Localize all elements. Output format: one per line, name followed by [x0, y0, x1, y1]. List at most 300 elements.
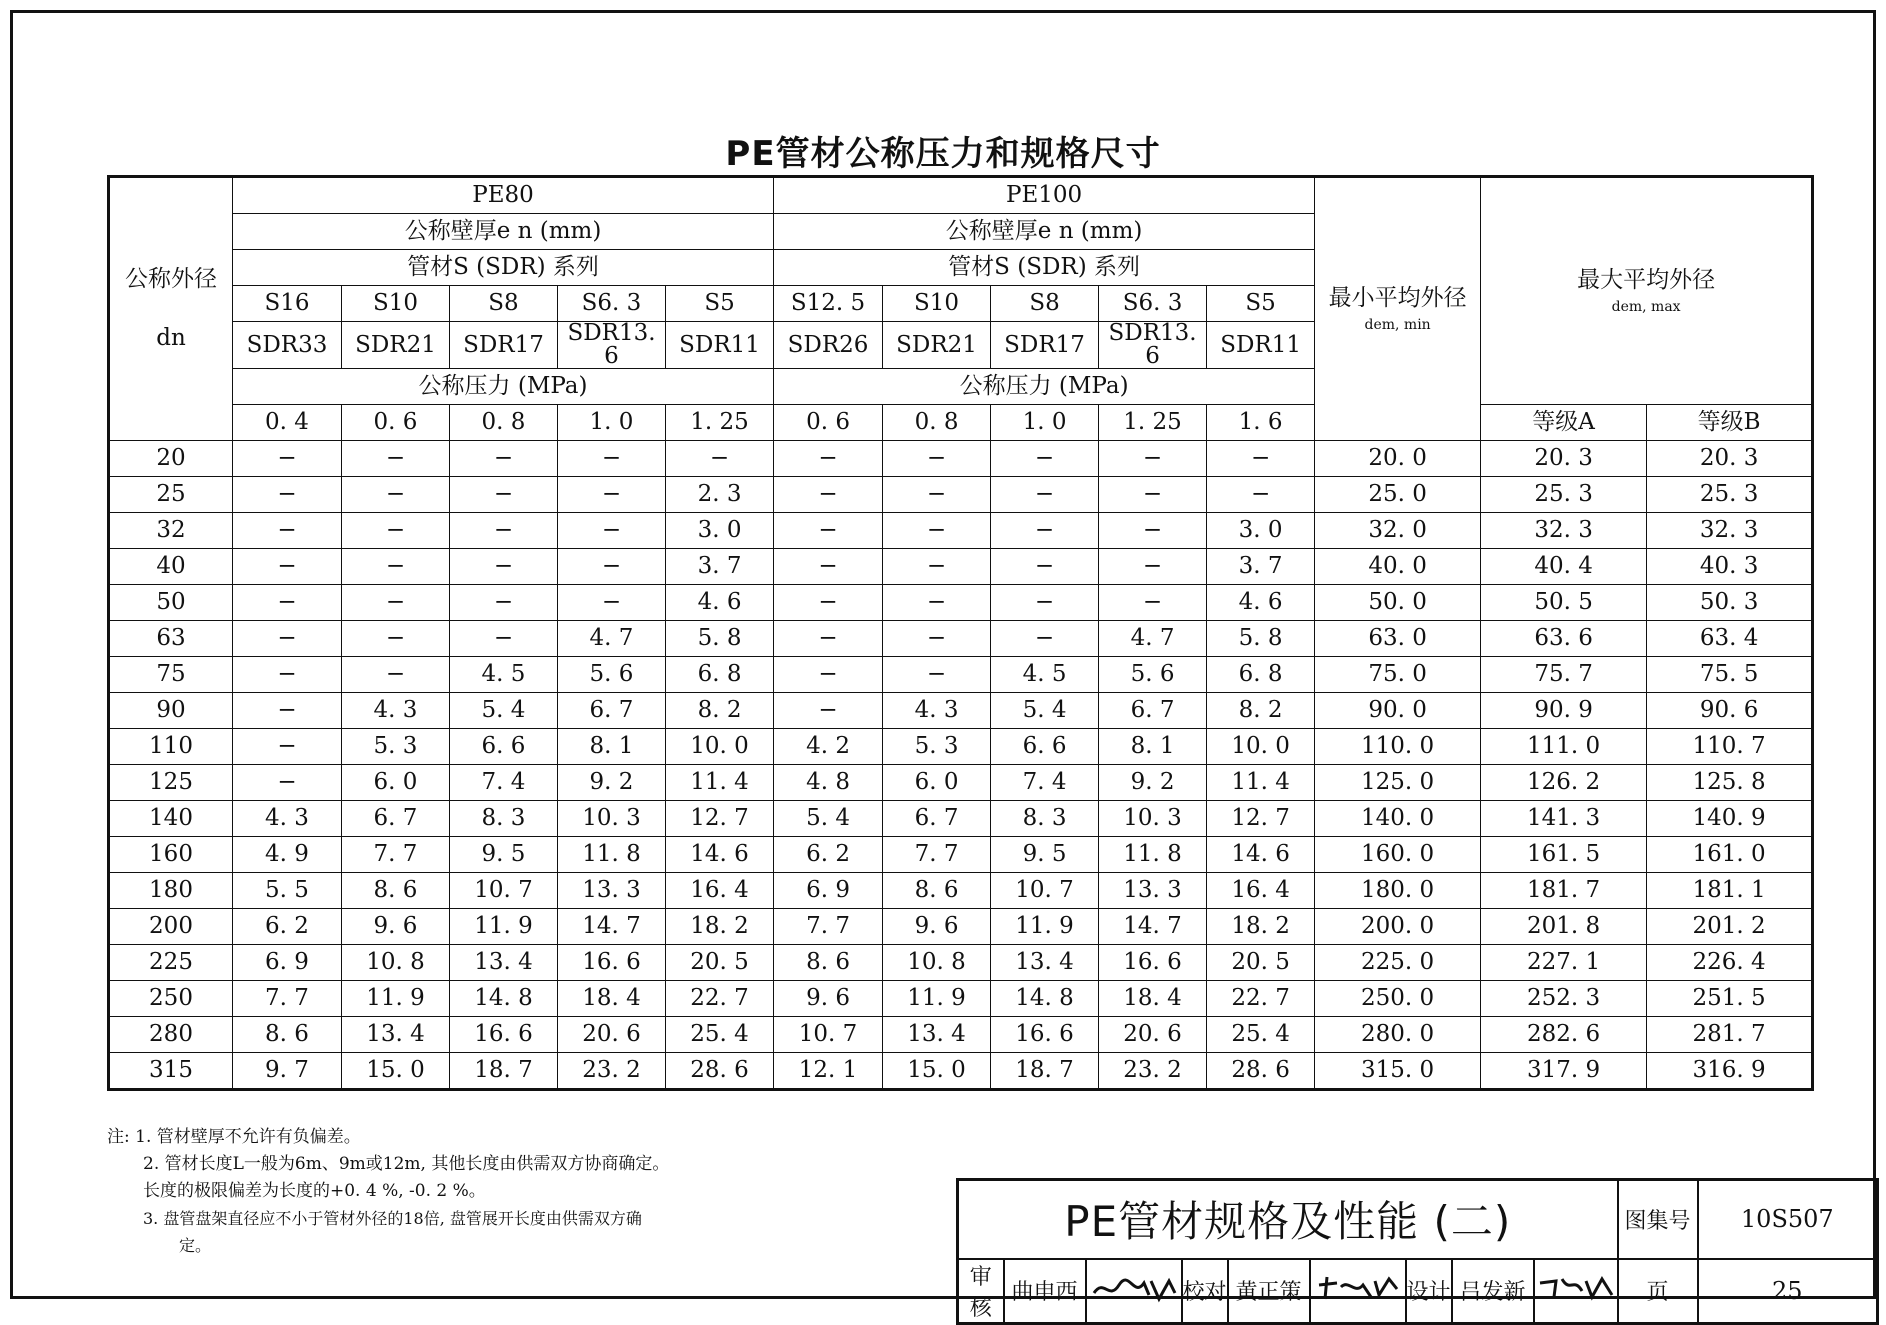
pe80-pressure-cell: 1. 0 [558, 405, 666, 441]
pe80-thickness-cell: − [342, 477, 450, 513]
pe100-thickness-cell: 3. 0 [1207, 513, 1315, 549]
pe80-thickness-cell: 4. 9 [233, 837, 342, 873]
pe80-thickness-cell: − [233, 549, 342, 585]
pe100-thickness-cell: 23. 2 [1099, 1053, 1207, 1090]
pe100-thickness-cell: 5. 8 [1207, 621, 1315, 657]
pe100-thickness-cell: 25. 4 [1207, 1017, 1315, 1053]
spec-table [107, 175, 1814, 1091]
table-title: PE管材公称压力和规格尺寸 [725, 134, 1161, 174]
pe80-thickness-cell: − [233, 477, 342, 513]
min-diameter-cell: 63. 0 [1315, 621, 1481, 657]
min-diameter-cell: 90. 0 [1315, 693, 1481, 729]
atlas-label: 图集号 [1618, 1180, 1698, 1259]
pe80-thickness-cell: 6. 7 [342, 801, 450, 837]
min-diameter-cell: 315. 0 [1315, 1053, 1481, 1090]
pe100-thickness-cell: 18. 4 [1099, 981, 1207, 1017]
pe100-thickness-cell: − [991, 441, 1099, 477]
grade-a-cell: 227. 1 [1481, 945, 1647, 981]
pe80-thickness-cell: 8. 3 [450, 801, 558, 837]
pe100-thickness-cell: − [774, 657, 883, 693]
pe80-thickness-cell: 16. 6 [450, 1017, 558, 1053]
pe100-thickness-cell: 20. 6 [1099, 1017, 1207, 1053]
pe80-pressure-cell: 1. 25 [666, 405, 774, 441]
pe100-s-cell: S8 [991, 286, 1099, 322]
pe80-thickness-cell: 9. 5 [450, 837, 558, 873]
grade-b-cell: 25. 3 [1647, 477, 1813, 513]
pe80-thickness-cell: 14. 6 [666, 837, 774, 873]
notes [107, 1124, 867, 1259]
grade-b-cell: 125. 8 [1647, 765, 1813, 801]
pe80-thickness-cell: 7. 4 [450, 765, 558, 801]
pe100-thickness-cell: − [1099, 549, 1207, 585]
pe80-thickness-cell: − [666, 441, 774, 477]
table-row [109, 945, 1813, 981]
grade-b-cell: 40. 3 [1647, 549, 1813, 585]
min-diameter-header [1315, 177, 1481, 441]
pe100-sdr-cell: SDR11 [1207, 322, 1315, 369]
min-diameter-cell: 125. 0 [1315, 765, 1481, 801]
table-row [109, 585, 1813, 621]
dn-cell: 200 [109, 909, 233, 945]
pe100-thickness-cell: 20. 5 [1207, 945, 1315, 981]
pe100-thickness-cell: 8. 6 [883, 873, 991, 909]
pe80-thickness-cell: − [450, 477, 558, 513]
drawing-title: PE管材规格及性能 (二) [958, 1180, 1618, 1259]
pe100-s-cell: S6. 3 [1099, 286, 1207, 322]
pe80-pressure-cell: 0. 6 [342, 405, 450, 441]
dn-cell: 63 [109, 621, 233, 657]
pe100-thickness-cell: − [1207, 441, 1315, 477]
pe80-thickness-cell: − [342, 657, 450, 693]
table-row [109, 873, 1813, 909]
grade-b-cell: 140. 9 [1647, 801, 1813, 837]
dn-cell: 250 [109, 981, 233, 1017]
pe100-thickness-cell: 7. 4 [991, 765, 1099, 801]
grade-b-cell: 316. 9 [1647, 1053, 1813, 1090]
grade-b-cell: 90. 6 [1647, 693, 1813, 729]
check-signature-scribble [1313, 1273, 1403, 1303]
grade-a-cell: 252. 3 [1481, 981, 1647, 1017]
pe80-thickness-cell: 28. 6 [666, 1053, 774, 1090]
dn-cell: 225 [109, 945, 233, 981]
pe100-thickness-cell: 22. 7 [1207, 981, 1315, 1017]
pe80-header: PE80 [233, 177, 774, 214]
pe100-thickness-cell: 12. 1 [774, 1053, 883, 1090]
dn-label: 公称外径 [125, 266, 217, 292]
grade-a-cell: 90. 9 [1481, 693, 1647, 729]
pe80-thickness-cell: − [342, 621, 450, 657]
pe100-thickness-cell: 9. 6 [774, 981, 883, 1017]
table-row [109, 981, 1813, 1017]
pe100-thickness-cell: 4. 8 [774, 765, 883, 801]
pe100-thickness-cell: − [1099, 513, 1207, 549]
grade-b-cell: 181. 1 [1647, 873, 1813, 909]
min-diameter-cell: 75. 0 [1315, 657, 1481, 693]
pe80-thickness-cell: − [342, 585, 450, 621]
pe80-s-cell: S10 [342, 286, 450, 322]
pe80-thickness-cell: 10. 7 [450, 873, 558, 909]
pe80-thickness-cell: − [450, 549, 558, 585]
min-diameter-cell: 250. 0 [1315, 981, 1481, 1017]
dn-cell: 125 [109, 765, 233, 801]
pe80-thickness-cell: 13. 4 [450, 945, 558, 981]
review-name: 曲申西 [1004, 1259, 1086, 1324]
pe80-thickness-cell: 14. 7 [558, 909, 666, 945]
grade-a-cell: 201. 8 [1481, 909, 1647, 945]
grade-b-cell: 110. 7 [1647, 729, 1813, 765]
pe80-thickness-cell: 8. 1 [558, 729, 666, 765]
pe80-thickness-cell: 4. 7 [558, 621, 666, 657]
pe100-thickness-cell: 18. 7 [991, 1053, 1099, 1090]
note-2: 2. 管材长度L一般为6m、9m或12m, 其他长度由供需双方协商确定。 [143, 1154, 670, 1174]
pe80-thickness-cell: 10. 3 [558, 801, 666, 837]
pe100-thickness-cell: 12. 7 [1207, 801, 1315, 837]
pe80-thickness-cell: − [233, 657, 342, 693]
pe100-thickness-cell: 11. 9 [883, 981, 991, 1017]
grade-b-cell: 201. 2 [1647, 909, 1813, 945]
table-row [109, 513, 1813, 549]
pe80-thickness-cell: 4. 3 [342, 693, 450, 729]
check-name: 黄正策 [1228, 1259, 1310, 1324]
pe100-thickness-cell: 5. 4 [774, 801, 883, 837]
pe100-thickness-cell: 14. 8 [991, 981, 1099, 1017]
pe100-thickness-cell: − [883, 441, 991, 477]
pe100-thickness-cell: 13. 4 [991, 945, 1099, 981]
grade-b-cell: 161. 0 [1647, 837, 1813, 873]
pe80-s-cell: S8 [450, 286, 558, 322]
grade-b-cell: 226. 4 [1647, 945, 1813, 981]
pe80-thickness-cell: 18. 7 [450, 1053, 558, 1090]
pe100-thickness-cell: − [991, 585, 1099, 621]
grade-b-cell: 75. 5 [1647, 657, 1813, 693]
pe80-thickness-cell: − [233, 621, 342, 657]
pe80-thickness-cell: 18. 4 [558, 981, 666, 1017]
pe100-thickness-cell: 13. 4 [883, 1017, 991, 1053]
min-diameter-cell: 225. 0 [1315, 945, 1481, 981]
pe80-thickness-cell: − [233, 729, 342, 765]
pe100-thickness-cell: 7. 7 [883, 837, 991, 873]
min-diameter-cell: 110. 0 [1315, 729, 1481, 765]
min-diameter-cell: 140. 0 [1315, 801, 1481, 837]
min-diameter-cell: 40. 0 [1315, 549, 1481, 585]
pe100-thickness-cell: 4. 5 [991, 657, 1099, 693]
pe100-thickness-cell: 11. 9 [991, 909, 1099, 945]
pe100-s-cell: S5 [1207, 286, 1315, 322]
pe80-thickness-cell: − [450, 441, 558, 477]
dn-cell: 75 [109, 657, 233, 693]
check-label: 校对 [1182, 1259, 1228, 1324]
pe80-thickness-cell: 4. 3 [233, 801, 342, 837]
pe80-pressure-cell: 0. 4 [233, 405, 342, 441]
pe100-thickness-cell: 8. 3 [991, 801, 1099, 837]
pe80-series-label: 管材S (SDR) 系列 [233, 250, 774, 286]
dn-cell: 32 [109, 513, 233, 549]
pe100-series-label: 管材S (SDR) 系列 [774, 250, 1315, 286]
pe100-thickness-cell: − [774, 477, 883, 513]
pe100-sdr-cell: SDR13. 6 [1099, 322, 1207, 369]
pe100-thickness-cell: − [991, 621, 1099, 657]
pe80-s-cell: S16 [233, 286, 342, 322]
pe100-pressure-cell: 0. 6 [774, 405, 883, 441]
pe100-thickness-cell: 6. 2 [774, 837, 883, 873]
pe80-thickness-cell: 11. 8 [558, 837, 666, 873]
pe100-thickness-cell: 14. 7 [1099, 909, 1207, 945]
dn-cell: 140 [109, 801, 233, 837]
page-label: 页 [1618, 1259, 1698, 1324]
grade-a-cell: 141. 3 [1481, 801, 1647, 837]
pe100-thickness-cell: 6. 6 [991, 729, 1099, 765]
grade-b-cell: 32. 3 [1647, 513, 1813, 549]
pe80-thickness-cell: − [233, 765, 342, 801]
review-label: 审核 [958, 1259, 1004, 1324]
pe100-thickness-cell: 6. 8 [1207, 657, 1315, 693]
pe80-thickness-cell: − [450, 585, 558, 621]
pe80-thickness-cell: 13. 3 [558, 873, 666, 909]
pe100-thickness-cell: 7. 7 [774, 909, 883, 945]
pe80-thickness-cell: − [342, 441, 450, 477]
pe100-thickness-cell: 4. 6 [1207, 585, 1315, 621]
dn-cell: 180 [109, 873, 233, 909]
pe100-pressure-label: 公称压力 (MPa) [774, 369, 1315, 405]
pe80-thickness-cell: 6. 0 [342, 765, 450, 801]
pe80-thickness-cell: 15. 0 [342, 1053, 450, 1090]
title-block [956, 1178, 1879, 1325]
pe100-thickness-cell: 3. 7 [1207, 549, 1315, 585]
dn-cell: 20 [109, 441, 233, 477]
pe100-pressure-cell: 1. 0 [991, 405, 1099, 441]
pe80-s-cell: S5 [666, 286, 774, 322]
pe80-thickness-cell: − [233, 585, 342, 621]
pe80-thickness-cell: − [342, 549, 450, 585]
table-row [109, 1017, 1813, 1053]
note-3: 3. 盘管盘架直径应不小于管材外径的18倍, 盘管展开长度由供需双方确 [143, 1209, 642, 1228]
check-signature [1310, 1259, 1406, 1324]
pe80-thickness-cell: − [558, 477, 666, 513]
pe80-thickness-cell: 6. 9 [233, 945, 342, 981]
pe80-thickness-cell: 7. 7 [233, 981, 342, 1017]
pe100-thickness-cell: − [991, 513, 1099, 549]
pe80-thickness-cell: 5. 6 [558, 657, 666, 693]
min-diameter-cell: 50. 0 [1315, 585, 1481, 621]
pe100-thickness-cell: 5. 4 [991, 693, 1099, 729]
grade-a-cell: 40. 4 [1481, 549, 1647, 585]
pe80-thickness-cell: − [342, 513, 450, 549]
pe80-sdr-cell: SDR21 [342, 322, 450, 369]
review-signature [1086, 1259, 1182, 1324]
max-diameter-symbol: dem, max [1611, 298, 1681, 315]
pe80-thickness-cell: − [233, 693, 342, 729]
table-row [109, 765, 1813, 801]
pe100-thickness-cell: − [1099, 477, 1207, 513]
pe80-thickness-cell: − [558, 549, 666, 585]
table-row [109, 657, 1813, 693]
pe80-thickness-cell: 4. 6 [666, 585, 774, 621]
pe100-thickness-cell: 16. 6 [1099, 945, 1207, 981]
pe80-wall-label: 公称壁厚e n (mm) [233, 214, 774, 250]
grade-a-cell: 282. 6 [1481, 1017, 1647, 1053]
pe100-thickness-cell: 11. 4 [1207, 765, 1315, 801]
pe100-thickness-cell: 4. 3 [883, 693, 991, 729]
grade-b-cell: 281. 7 [1647, 1017, 1813, 1053]
pe100-thickness-cell: 13. 3 [1099, 873, 1207, 909]
pe100-thickness-cell: 11. 8 [1099, 837, 1207, 873]
pe100-header: PE100 [774, 177, 1315, 214]
max-diameter-header [1481, 177, 1813, 405]
grade-a-cell: 111. 0 [1481, 729, 1647, 765]
design-label: 设计 [1406, 1259, 1452, 1324]
atlas-number: 10S507 [1698, 1180, 1878, 1259]
pe100-thickness-cell: 10. 7 [774, 1017, 883, 1053]
design-name: 吕发新 [1452, 1259, 1534, 1324]
pe80-thickness-cell: − [558, 441, 666, 477]
pe100-thickness-cell: − [883, 585, 991, 621]
dn-cell: 25 [109, 477, 233, 513]
pe80-thickness-cell: 13. 4 [342, 1017, 450, 1053]
dn-cell: 40 [109, 549, 233, 585]
dn-cell: 315 [109, 1053, 233, 1090]
min-diameter-cell: 180. 0 [1315, 873, 1481, 909]
pe80-thickness-cell: 25. 4 [666, 1017, 774, 1053]
pe80-thickness-cell: 11. 4 [666, 765, 774, 801]
table-row [109, 441, 1813, 477]
pe100-thickness-cell: 18. 2 [1207, 909, 1315, 945]
pe80-thickness-cell: 11. 9 [342, 981, 450, 1017]
pe100-thickness-cell: − [1099, 585, 1207, 621]
pe100-s-cell: S10 [883, 286, 991, 322]
dn-cell: 90 [109, 693, 233, 729]
design-signature [1534, 1259, 1618, 1324]
min-diameter-cell: 32. 0 [1315, 513, 1481, 549]
pe80-sdr-cell: SDR11 [666, 322, 774, 369]
pe100-thickness-cell: 15. 0 [883, 1053, 991, 1090]
grade-a-cell: 63. 6 [1481, 621, 1647, 657]
pe100-thickness-cell: − [991, 477, 1099, 513]
dn-cell: 50 [109, 585, 233, 621]
pe100-thickness-cell: 16. 6 [991, 1017, 1099, 1053]
grade-b-cell: 20. 3 [1647, 441, 1813, 477]
pe80-thickness-cell: 5. 5 [233, 873, 342, 909]
pe80-thickness-cell: 5. 8 [666, 621, 774, 657]
pe100-thickness-cell: − [883, 549, 991, 585]
pe100-thickness-cell: − [774, 513, 883, 549]
grade-a-cell: 161. 5 [1481, 837, 1647, 873]
pe100-thickness-cell: − [883, 621, 991, 657]
pe80-thickness-cell: 6. 6 [450, 729, 558, 765]
pe80-thickness-cell: 9. 6 [342, 909, 450, 945]
pe80-thickness-cell: 12. 7 [666, 801, 774, 837]
pe80-thickness-cell: 6. 8 [666, 657, 774, 693]
min-diameter-cell: 200. 0 [1315, 909, 1481, 945]
pe100-sdr-cell: SDR26 [774, 322, 883, 369]
pe80-thickness-cell: 3. 7 [666, 549, 774, 585]
pe100-thickness-cell: − [774, 585, 883, 621]
pe80-sdr-cell: SDR33 [233, 322, 342, 369]
grade-a-cell: 181. 7 [1481, 873, 1647, 909]
pe80-thickness-cell: 5. 4 [450, 693, 558, 729]
table-row [109, 477, 1813, 513]
table-row [109, 1053, 1813, 1090]
pe80-s-cell: S6. 3 [558, 286, 666, 322]
pe100-wall-label: 公称壁厚e n (mm) [774, 214, 1315, 250]
page-number: 25 [1698, 1259, 1878, 1324]
pe100-thickness-cell: 10. 8 [883, 945, 991, 981]
pe100-sdr-cell: SDR21 [883, 322, 991, 369]
pe80-thickness-cell: 4. 5 [450, 657, 558, 693]
pe100-thickness-cell: − [883, 657, 991, 693]
pe100-thickness-cell: 8. 2 [1207, 693, 1315, 729]
pe80-pressure-cell: 0. 8 [450, 405, 558, 441]
pe100-s-cell: S12. 5 [774, 286, 883, 322]
pe80-thickness-cell: − [558, 585, 666, 621]
pe100-thickness-cell: 8. 6 [774, 945, 883, 981]
pe100-thickness-cell: − [1207, 477, 1315, 513]
pe80-thickness-cell: 14. 8 [450, 981, 558, 1017]
pe100-thickness-cell: 16. 4 [1207, 873, 1315, 909]
pe80-thickness-cell: 2. 3 [666, 477, 774, 513]
pe100-thickness-cell: 5. 6 [1099, 657, 1207, 693]
grade-a-cell: 25. 3 [1481, 477, 1647, 513]
pe100-thickness-cell: − [1099, 441, 1207, 477]
pe100-thickness-cell: − [774, 441, 883, 477]
pe80-thickness-cell: 9. 2 [558, 765, 666, 801]
pe80-thickness-cell: 6. 7 [558, 693, 666, 729]
pe100-pressure-cell: 1. 25 [1099, 405, 1207, 441]
pe80-thickness-cell: − [233, 513, 342, 549]
dn-cell: 110 [109, 729, 233, 765]
pe80-sdr-cell: SDR13. 6 [558, 322, 666, 369]
pe80-thickness-cell: 11. 9 [450, 909, 558, 945]
max-diameter-label: 最大平均外径 [1577, 266, 1716, 293]
pe100-thickness-cell: 9. 6 [883, 909, 991, 945]
table-row [109, 693, 1813, 729]
pe80-thickness-cell: 16. 4 [666, 873, 774, 909]
pe100-thickness-cell: − [883, 513, 991, 549]
pe80-thickness-cell: − [450, 513, 558, 549]
pe80-thickness-cell: 9. 7 [233, 1053, 342, 1090]
table-row [109, 837, 1813, 873]
table-row [109, 801, 1813, 837]
pe80-thickness-cell: 23. 2 [558, 1053, 666, 1090]
pe80-thickness-cell: 7. 7 [342, 837, 450, 873]
grade-a-cell: 126. 2 [1481, 765, 1647, 801]
pe80-thickness-cell: 8. 2 [666, 693, 774, 729]
pe100-thickness-cell: 5. 3 [883, 729, 991, 765]
pe100-thickness-cell: 10. 0 [1207, 729, 1315, 765]
pe80-thickness-cell: 22. 7 [666, 981, 774, 1017]
grade-a-header: 等级A [1481, 405, 1647, 441]
grade-a-cell: 75. 7 [1481, 657, 1647, 693]
pe80-thickness-cell: 18. 2 [666, 909, 774, 945]
pe100-thickness-cell: 4. 7 [1099, 621, 1207, 657]
pe100-thickness-cell: 9. 2 [1099, 765, 1207, 801]
review-signature-scribble [1089, 1273, 1179, 1303]
min-diameter-cell: 160. 0 [1315, 837, 1481, 873]
pe100-thickness-cell: 8. 1 [1099, 729, 1207, 765]
dn-cell: 280 [109, 1017, 233, 1053]
grade-b-cell: 63. 4 [1647, 621, 1813, 657]
pe80-thickness-cell: 8. 6 [342, 873, 450, 909]
pe80-thickness-cell: 20. 6 [558, 1017, 666, 1053]
min-diameter-cell: 280. 0 [1315, 1017, 1481, 1053]
pe100-thickness-cell: − [774, 693, 883, 729]
pe100-thickness-cell: 9. 5 [991, 837, 1099, 873]
pe100-pressure-cell: 0. 8 [883, 405, 991, 441]
pe80-thickness-cell: 6. 2 [233, 909, 342, 945]
pe100-thickness-cell: − [991, 549, 1099, 585]
pe80-thickness-cell: 8. 6 [233, 1017, 342, 1053]
design-signature-scribble [1536, 1273, 1616, 1303]
pe100-thickness-cell: − [774, 621, 883, 657]
